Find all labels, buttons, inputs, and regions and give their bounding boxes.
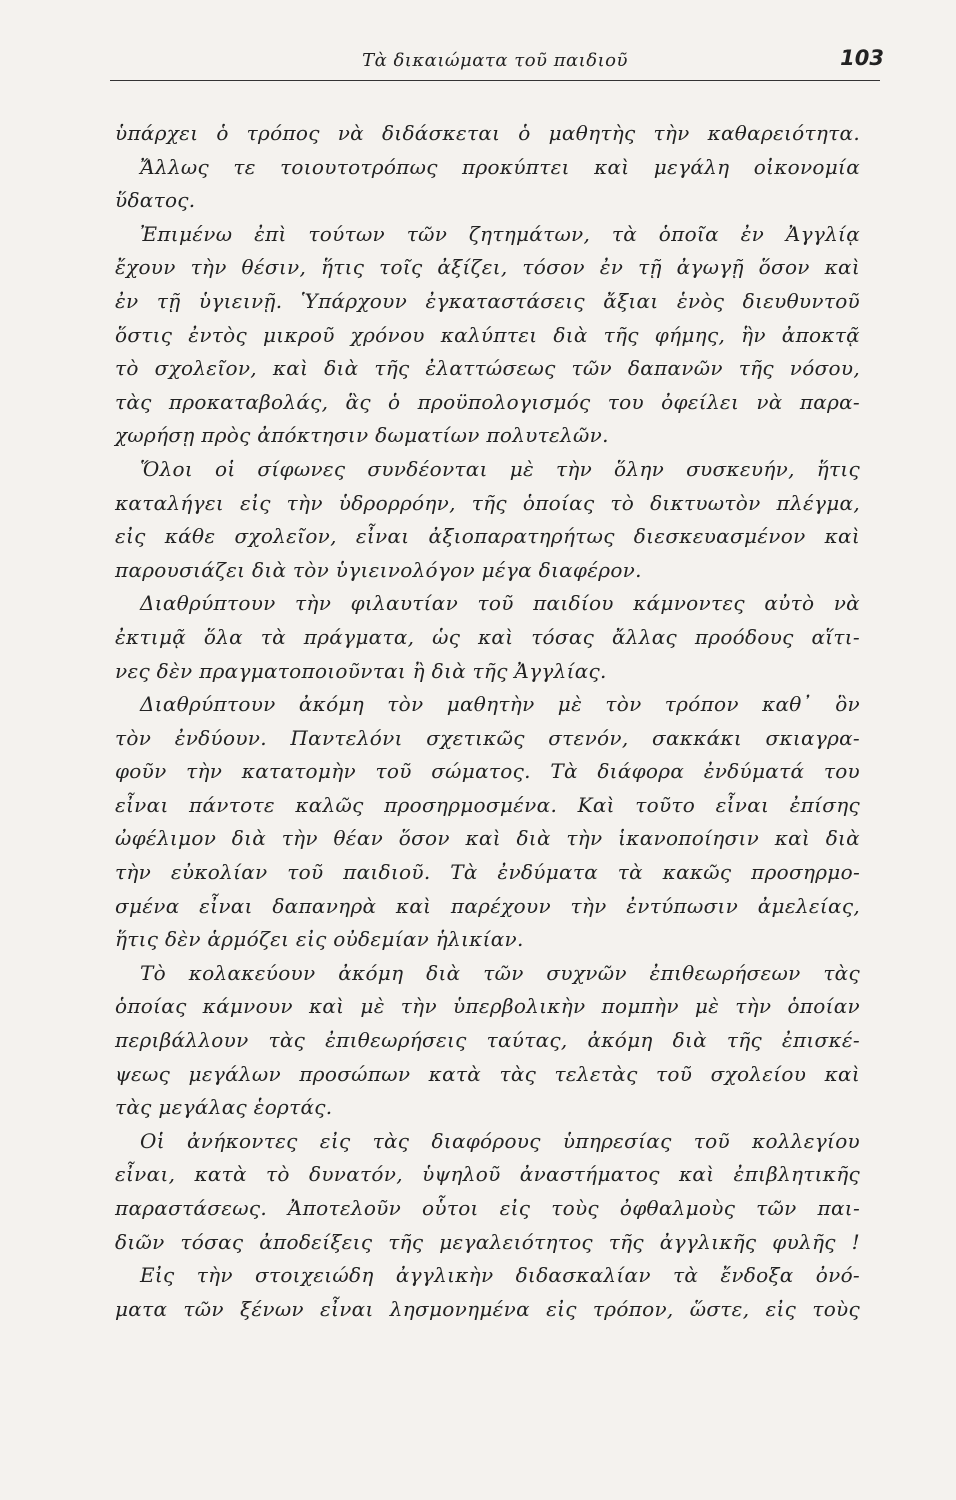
text-line: διῶν τόσας ἀποδείξεις τῆς μεγαλειότητος τῆς ἀγγλικῆς φυλῆς !	[115, 1229, 860, 1254]
text-line: ἐκτιμᾷ ὅλα τὰ πράγματα, ὡς καὶ τόσας ἄλλας προόδους αἵτι-	[115, 624, 860, 649]
text-line: σμένα εἶναι δαπανηρὰ καὶ παρέχουν τὴν ἐντύπωσιν ἀμελείας,	[115, 893, 860, 918]
text-line: εἶναι πάντοτε καλῶς προσηρμοσμένα. Καὶ τοῦτο εἶναι ἐπίσης	[115, 792, 860, 817]
text-line: Τὸ κολακεύουν ἀκόμη διὰ τῶν συχνῶν ἐπιθεωρήσεων τὰς	[140, 960, 860, 985]
text-line: φοῦν τὴν κατατομὴν τοῦ σώματος. Τὰ διάφορα ἐνδύματά του	[115, 759, 860, 784]
page-number: 103	[840, 46, 884, 70]
text-line: ἔχουν τὴν θέσιν, ἥτις τοῖς ἀξίζει, τόσον ἐν τῇ ἀγωγῇ ὅσον καὶ	[115, 255, 860, 280]
text-line: Εἰς τὴν στοιχειώδη ἀγγλικὴν διδασκαλίαν τὰ ἔνδοξα ὀνό-	[140, 1263, 860, 1288]
body-text	[115, 117, 860, 1326]
text-line: τὰς μεγάλας ἑορτάς.	[115, 1095, 333, 1120]
text-line: τὸ σχολεῖον, καὶ διὰ τῆς ἐλαττώσεως τῶν δαπανῶν τῆς νόσου,	[115, 356, 860, 381]
text-line: παρουσιάζει διὰ τὸν ὑγιεινολόγον μέγα διαφέρον.	[115, 557, 642, 582]
text-line: ἥτις δὲν ἁρμόζει εἰς οὐδεμίαν ἡλικίαν.	[115, 927, 524, 952]
text-line: Ἄλλως τε τοιουτοτρόπως προκύπτει καὶ μεγάλη οἰκονομία	[140, 154, 860, 179]
text-line: εἰς κάθε σχολεῖον, εἶναι ἀξιοπαρατηρήτως διεσκευασμένον καὶ	[115, 524, 860, 549]
running-title: Τὰ δικαιώματα τοῦ παιδιοῦ	[362, 50, 628, 71]
text-line: ματα τῶν ξένων εἶναι λησμονημένα εἰς τρόπον, ὥστε, εἰς τοὺς	[115, 1296, 860, 1321]
text-line: περιβάλλουν τὰς ἐπιθεωρήσεις ταύτας, ἀκόμη διὰ τῆς ἐπισκέ-	[115, 1028, 860, 1053]
text-line: Ἐπιμένω ἐπὶ τούτων τῶν ζητημάτων, τὰ ὁποῖα ἐν Ἀγγλίᾳ	[140, 221, 860, 246]
text-line: Οἱ ἀνήκοντες εἰς τὰς διαφόρους ὑπηρεσίας τοῦ κολλεγίου	[140, 1128, 860, 1153]
text-line: εἶναι, κατὰ τὸ δυνατόν, ὑψηλοῦ ἀναστήματος καὶ ἐπιβλητικῆς	[115, 1162, 860, 1187]
text-line: ἐν τῇ ὑγιεινῇ. Ὑπάρχουν ἐγκαταστάσεις ἄξιαι ἑνὸς διευθυντοῦ	[115, 288, 860, 313]
text-line: νες δὲν πραγματοποιοῦνται ἢ διὰ τῆς Ἀγγλίας.	[115, 658, 607, 683]
text-line: ψεως μεγάλων προσώπων κατὰ τὰς τελετὰς τοῦ σχολείου καὶ	[115, 1061, 860, 1086]
text-line: τὰς προκαταβολάς, ἃς ὁ προϋπολογισμός του ὀφείλει νὰ παρα-	[115, 389, 860, 414]
text-line: τὸν ἐνδύουν. Παντελόνι σχετικῶς στενόν, σακκάκι σκιαγρα-	[115, 725, 860, 750]
text-line: καταλήγει εἰς τὴν ὑδρορρόην, τῆς ὁποίας τὸ δικτυωτὸν πλέγμα,	[115, 490, 860, 515]
text-line: ὅστις ἐντὸς μικροῦ χρόνου καλύπτει διὰ τῆς φήμης, ἣν ἀποκτᾷ	[115, 322, 860, 347]
text-line: Διαθρύπτουν τὴν φιλαυτίαν τοῦ παιδίου κάμνοντες αὐτὸ νὰ	[140, 591, 860, 616]
text-line: ὕδατος.	[115, 188, 196, 213]
text-line: ὁποίας κάμνουν καὶ μὲ τὴν ὑπερβολικὴν πομπὴν μὲ τὴν ὁποίαν	[115, 994, 860, 1019]
page-header	[110, 46, 884, 81]
text-line: χωρήσῃ πρὸς ἀπόκτησιν δωματίων πολυτελῶν.	[115, 423, 609, 448]
text-line: παραστάσεως. Ἀποτελοῦν οὗτοι εἰς τοὺς ὀφθαλμοὺς τῶν παι-	[115, 1196, 860, 1220]
text-line: ὑπάρχει ὁ τρόπος νὰ διδάσκεται ὁ μαθητὴς τὴν καθαρειότητα.	[115, 121, 860, 145]
text-line: Ὅλοι οἱ σίφωνες συνδέονται μὲ τὴν ὅλην συσκευήν, ἥτις	[140, 456, 860, 481]
text-line: τὴν εὐκολίαν τοῦ παιδιοῦ. Τὰ ἐνδύματα τὰ κακῶς προσηρμο-	[115, 860, 860, 885]
text-line: Διαθρύπτουν ἀκόμη τὸν μαθητὴν μὲ τὸν τρόπον καθ᾽ ὃν	[140, 692, 860, 717]
text-line: ὠφέλιμον διὰ τὴν θέαν ὅσον καὶ διὰ τὴν ἱκανοποίησιν καὶ διὰ	[115, 826, 860, 851]
